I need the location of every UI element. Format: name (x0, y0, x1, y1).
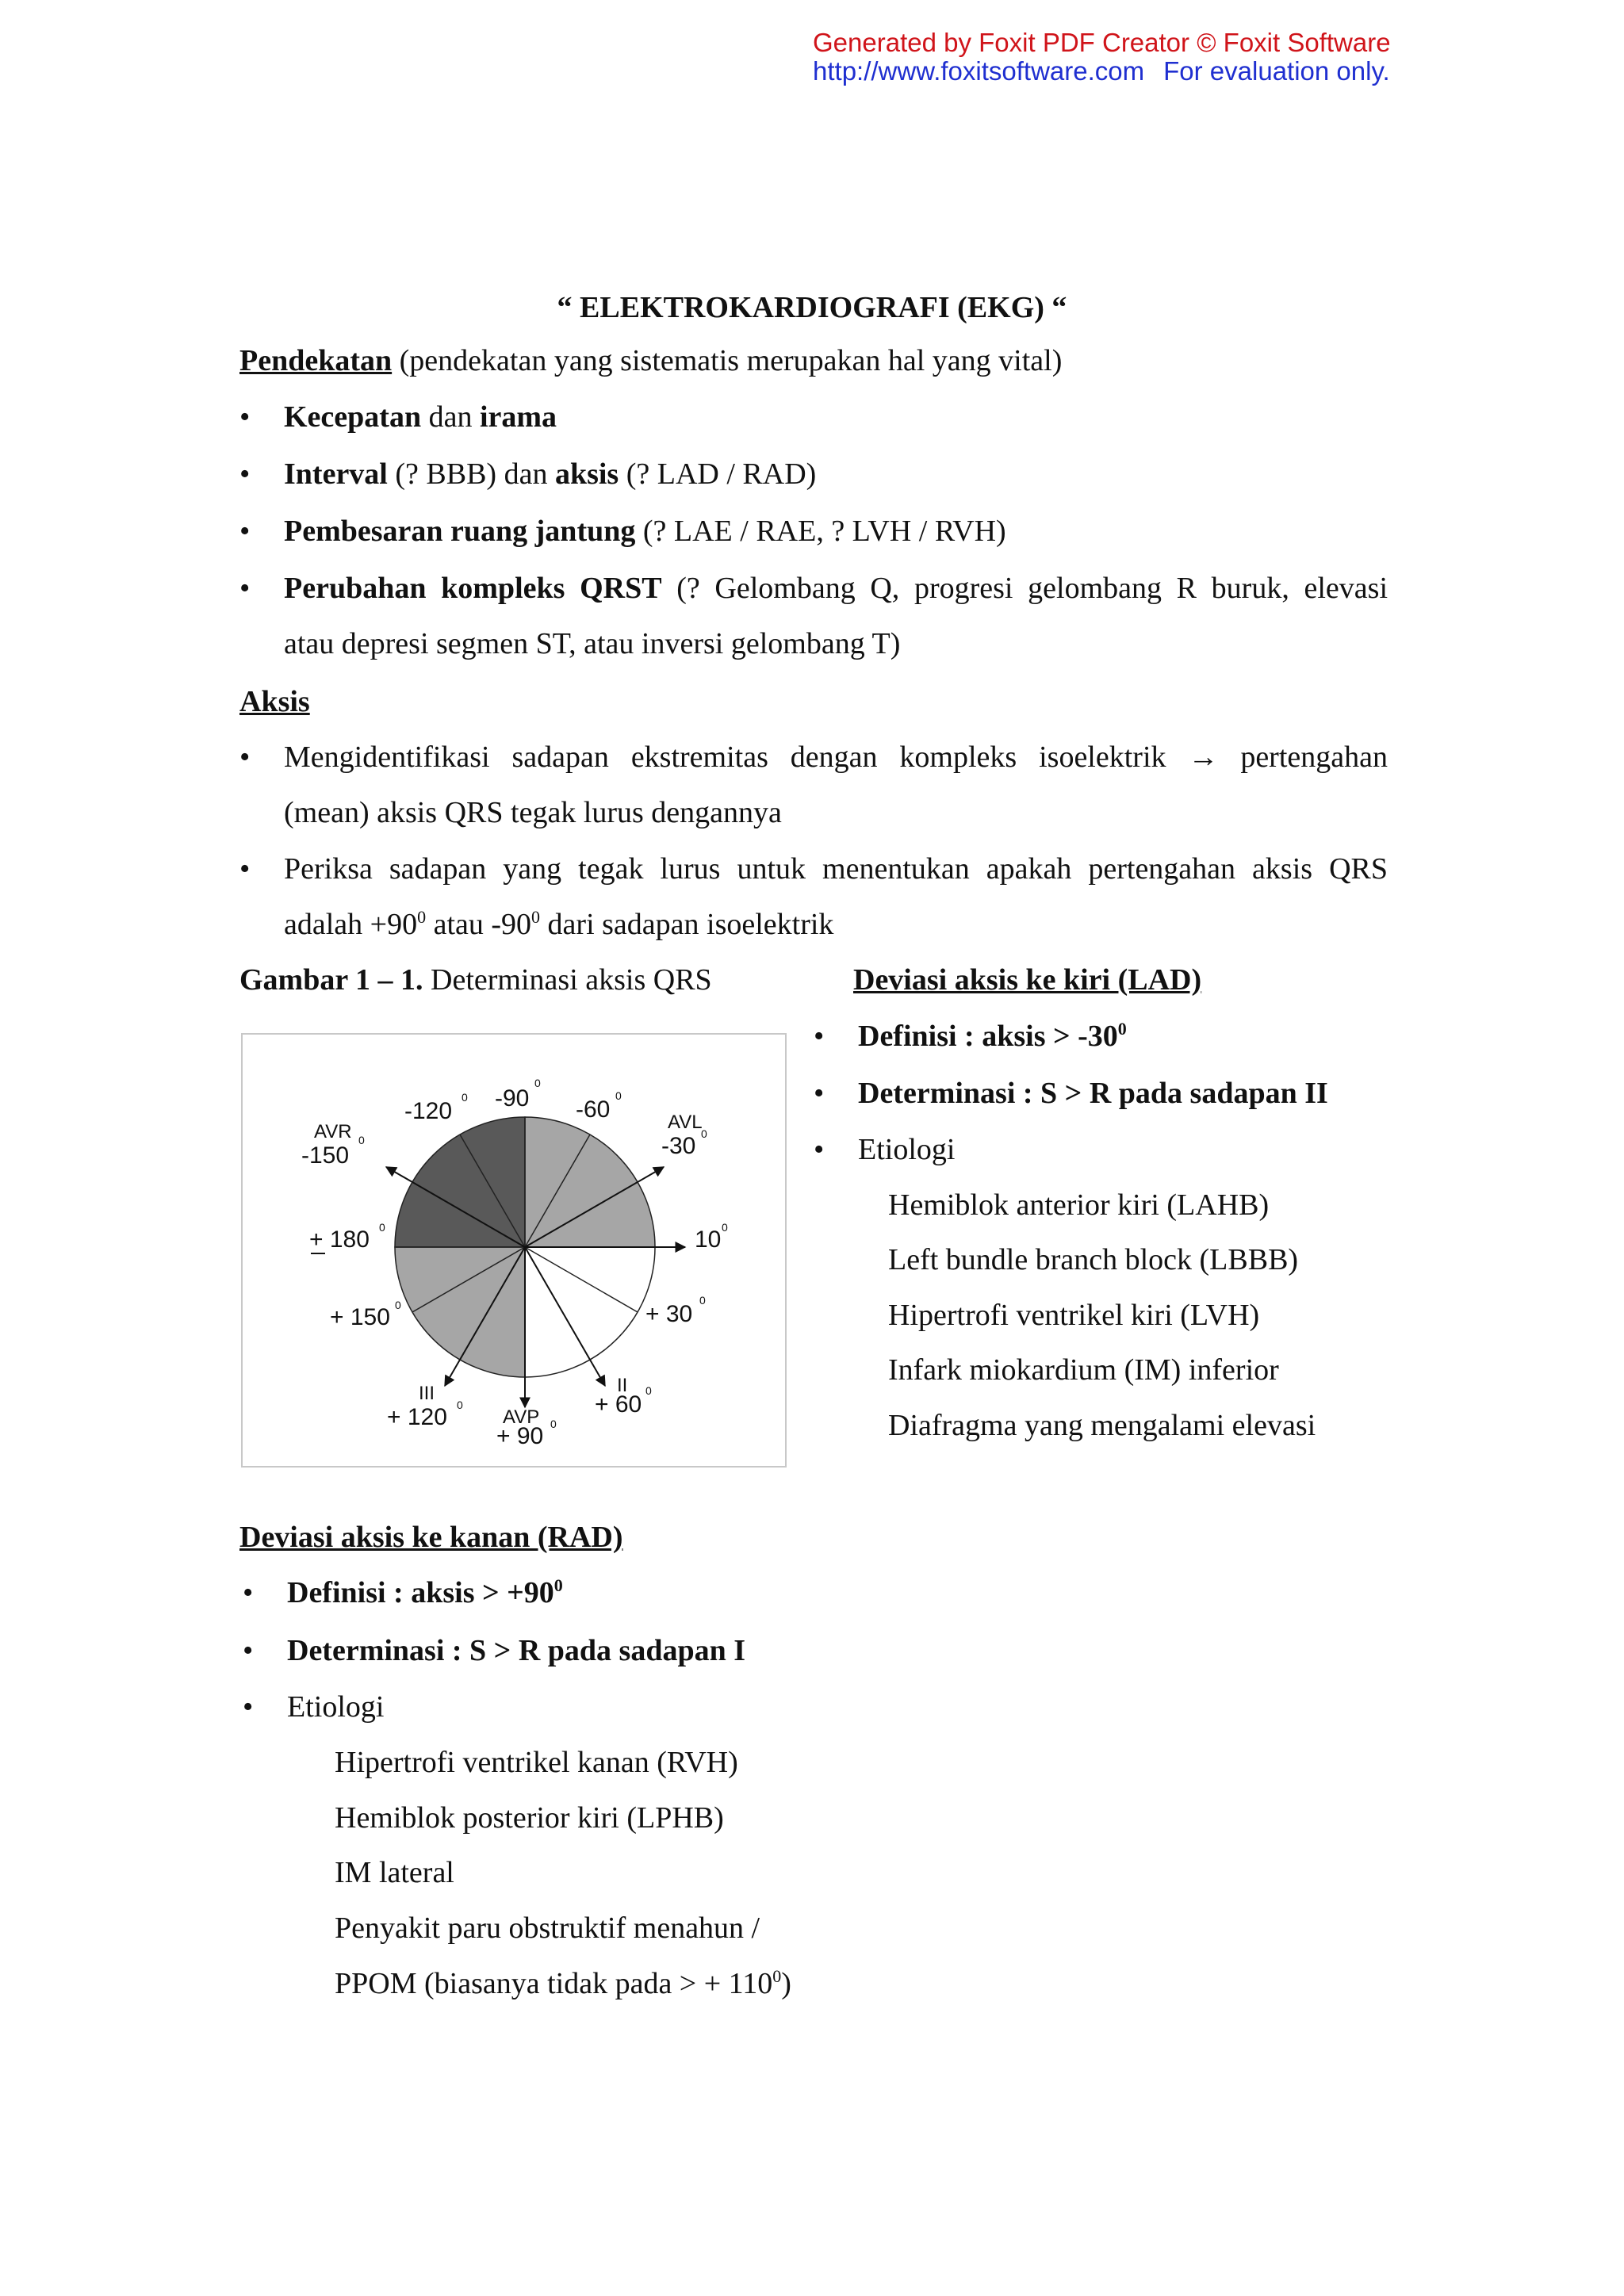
list-item (814, 1018, 1413, 1054)
bullet-icon: • (239, 515, 251, 548)
label-plus120: + 120 (387, 1404, 447, 1430)
degree-sup: 0 (615, 1089, 622, 1102)
degree-sup: 0 (462, 1091, 468, 1104)
lad-etiology-item: Diafragma yang mengalami elevasi (888, 1409, 1316, 1442)
bullet-icon: • (239, 400, 251, 434)
label-avr: AVR (314, 1121, 352, 1142)
label-plus90: + 90 (496, 1423, 544, 1449)
list-item (814, 1075, 1413, 1112)
figure-caption (239, 962, 712, 998)
label-plus30: + 30 (645, 1301, 693, 1327)
text: adalah +90 (284, 908, 418, 941)
caption-bold: Gambar 1 – 1. (239, 963, 423, 997)
qrs-axis-diagram (241, 1033, 787, 1468)
label-minus90: -90 (495, 1085, 530, 1112)
lad-determination: Determinasi : S > R pada sadapan II (858, 1077, 1328, 1110)
list-item (239, 513, 1388, 549)
pendekatan-line (239, 342, 1062, 379)
label-plus60: + 60 (595, 1391, 642, 1418)
degree-sup: 0 (550, 1418, 557, 1430)
pendekatan-heading: Pendekatan (239, 344, 393, 377)
text: atau -90 (426, 908, 532, 941)
text: (? LAE / RAE, ? LVH / RVH) (635, 515, 1006, 548)
label-minus150: -150 (301, 1142, 350, 1169)
bullet-icon: • (239, 852, 251, 886)
text: ) (781, 1967, 791, 2000)
bullet-icon: • (814, 1077, 825, 1110)
bullet-icon: • (239, 740, 251, 774)
lad-heading: Deviasi aksis ke kiri (LAD) (853, 963, 1202, 997)
list-item-line1: Periksa sadapan yang tegak lurus untuk menentukan apakah pertengahan aksis QRS (284, 852, 1388, 886)
label-avp: AVP (503, 1406, 540, 1428)
text: PPOM (biasanya tidak pada > + 110 (335, 1967, 773, 2000)
list-item (814, 1131, 1413, 1168)
label-lead-iii: III (419, 1383, 435, 1404)
lad-etiology-item: Hemiblok anterior kiri (LAHB) (888, 1188, 1270, 1222)
degree-sup: 0 (772, 1966, 782, 1986)
text: (? BBB) dan (387, 457, 555, 491)
text: dan (421, 400, 480, 434)
degree-sup: 0 (645, 1384, 652, 1397)
list-item (239, 456, 1388, 492)
rad-etiology-item: Hemiblok posterior kiri (LPHB) (335, 1801, 724, 1835)
label-minus30: -30 (661, 1133, 696, 1159)
degree-sup: 0 (534, 1077, 541, 1089)
aksis-heading: Aksis (239, 685, 310, 718)
pendekatan-subtitle: (pendekatan yang sistematis merupakan hal yang vital) (392, 344, 1063, 377)
list-item (239, 399, 1388, 435)
list-item-line2 (284, 906, 1388, 943)
degree-sup: 0 (417, 907, 427, 927)
rad-heading: Deviasi aksis ke kanan (RAD) (239, 1521, 623, 1554)
text-bold: Perubahan kompleks QRST (284, 572, 662, 605)
degree-sup: 0 (699, 1294, 706, 1307)
page-title: “ ELEKTROKARDIOGRAFI (EKG) “ (557, 291, 1067, 324)
degree-sup: 0 (395, 1299, 401, 1311)
text-bold: Pembesaran ruang jantung (284, 515, 636, 548)
text: (? Gelombang Q, progresi gelombang R buruk, elevasi (661, 572, 1388, 605)
rad-etiology-item: Hipertrofi ventrikel kanan (RVH) (335, 1746, 738, 1779)
rad-etiology-item: IM lateral (335, 1856, 454, 1889)
list-item-line2: (mean) aksis QRS tegak lurus dengannya (284, 796, 782, 829)
rad-etiology-item: Penyakit paru obstruktif menahun / (335, 1911, 760, 1945)
axis-sector (525, 1117, 655, 1247)
bullet-icon: • (243, 1690, 254, 1724)
list-item (239, 851, 1388, 943)
degree-sup: 0 (358, 1134, 365, 1146)
degree-sup: 0 (1117, 1019, 1127, 1039)
label-lead-ii: II (617, 1375, 628, 1396)
lad-etiology-item: Hipertrofi ventrikel kiri (LVH) (888, 1299, 1260, 1332)
list-item (243, 1689, 1080, 1725)
list-item-line1: Mengidentifikasi sadapan ekstremitas dengan kompleks isoelektrik → pertengahan (284, 740, 1388, 774)
list-item-line1 (284, 570, 1388, 607)
text-bold: irama (479, 400, 557, 434)
watermark-line1: Generated by Foxit PDF Creator © Foxit Software (813, 28, 1391, 57)
rad-etiology-label: Etiologi (287, 1690, 385, 1724)
degree-sup: 0 (457, 1399, 463, 1411)
bullet-icon: • (814, 1133, 825, 1166)
text-bold: Kecepatan (284, 400, 422, 434)
list-item (239, 739, 1388, 831)
label-10: 10 (695, 1226, 722, 1253)
watermark-url[interactable]: http://www.foxitsoftware.com (813, 56, 1145, 86)
text-bold: aksis (554, 457, 619, 491)
degree-sup: 0 (722, 1221, 728, 1234)
degree-sup: 0 (553, 1575, 563, 1595)
axis-wheel-svg (243, 1035, 788, 1469)
bullet-icon: • (239, 457, 251, 491)
rad-etiology-item (335, 1965, 791, 2002)
caption-text: Determinasi aksis QRS (423, 963, 712, 997)
degree-sup: 0 (531, 907, 541, 927)
degree-sup: 0 (701, 1127, 707, 1140)
rad-definition: Definisi : aksis > +90 (287, 1576, 554, 1609)
list-item (243, 1575, 1080, 1611)
label-avl: AVL (668, 1112, 703, 1133)
lad-etiology-item: Infark miokardium (IM) inferior (888, 1353, 1279, 1387)
lad-definition: Definisi : aksis > -30 (858, 1020, 1118, 1053)
foxit-watermark (813, 29, 1391, 86)
lad-etiology-item: Left bundle branch block (LBBB) (888, 1243, 1299, 1276)
list-item (239, 570, 1388, 662)
text: dari sadapan isoelektrik (540, 908, 834, 941)
axis-sector (395, 1117, 525, 1247)
lad-etiology-label: Etiologi (858, 1133, 956, 1166)
list-item-line2: atau depresi segmen ST, atau inversi gelombang T) (284, 627, 901, 660)
label-minus60: -60 (576, 1096, 611, 1123)
bullet-icon: • (239, 572, 251, 605)
rad-determination: Determinasi : S > R pada sadapan I (287, 1634, 746, 1667)
text-bold: Interval (284, 457, 388, 491)
watermark-line2 (813, 57, 1391, 86)
degree-sup: 0 (379, 1221, 385, 1234)
bullet-icon: • (243, 1576, 254, 1609)
label-minus120: -120 (404, 1098, 453, 1124)
axis-sector (525, 1247, 655, 1377)
list-item (243, 1632, 1080, 1669)
label-plus150: + 150 (330, 1304, 390, 1330)
text: (? LAD / RAD) (619, 457, 817, 491)
label-plus180: + 180 (309, 1226, 370, 1253)
watermark-note: For evaluation only. (1163, 56, 1390, 86)
bullet-icon: • (243, 1634, 254, 1667)
bullet-icon: • (814, 1020, 825, 1053)
axis-sector (395, 1247, 525, 1377)
